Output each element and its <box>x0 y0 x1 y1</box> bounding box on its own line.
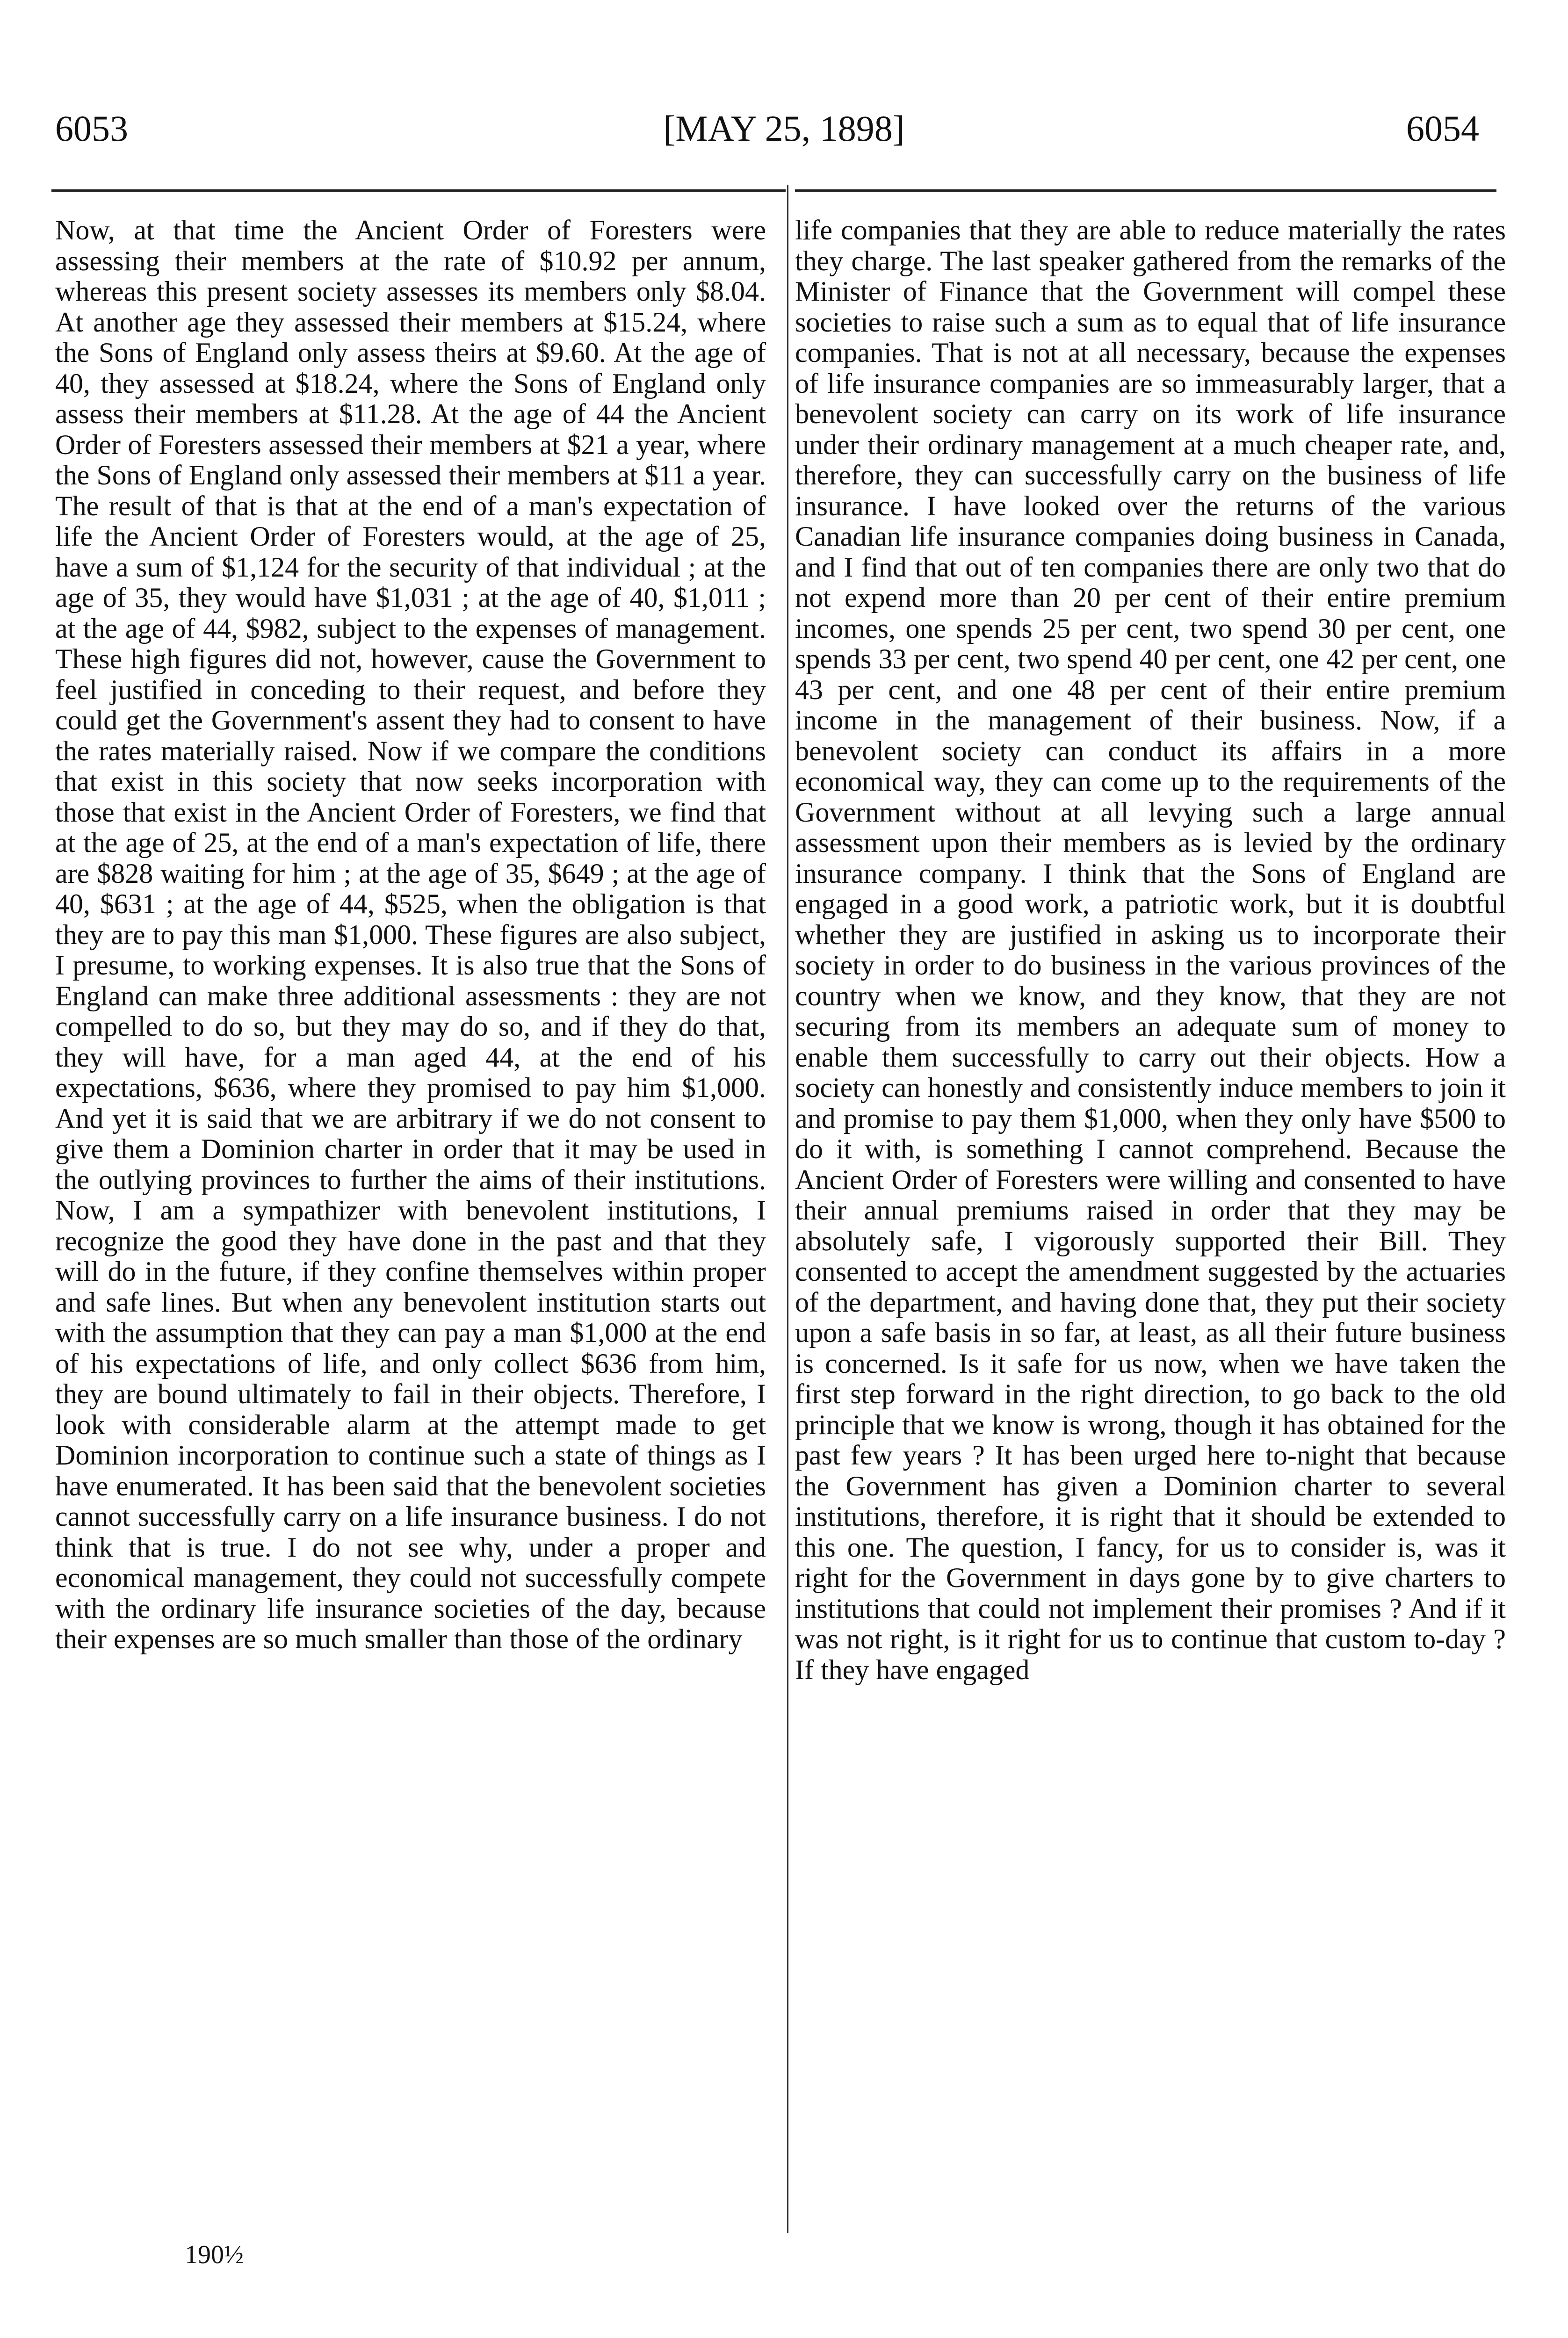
signature-mark: 190½ <box>185 2240 244 2269</box>
right-column-text: life companies that they are able to reduce materially the rates they charge. The last speaker gathered from the remarks of the Minister of Finance that the Government will compel these societies to raise such a sum as to equal that of life insurance companies. That is not at all necessary, because the expenses of life insurance companies are so immeasurably larger, that a benevolent society can carry on its work of life insurance under their ordinary management at a much cheaper rate, and, therefore, they can successfully carry on the business of life insurance. I have looked over the returns of the various Canadian life insurance companies doing business in Canada, and I find that out of ten companies there are only two that do not expend more than 20 per cent of their entire premium incomes, one spends 25 per cent, two spend 30 per cent, one spends 33 per cent, two spend 40 per cent, one 42 per cent, one 43 per cent, and one 48 per cent of their entire premium income in the management of their business. Now, if a benevolent society can conduct its affairs in a more economical way, they can come up to the requirements of the Government without at all levying such a large annual assessment upon their members as is levied by the ordinary insurance company. I think that the Sons of England are engaged in a good work, a patriotic work, but it is doubtful whether they are justified in asking us to incorporate their society in order to do business in the various provinces of the country when we know, and they know, that they are not securing from its members an adequate sum of money to enable them successfully to carry out their objects. How a society can honestly and consistently induce members to join it and promise to pay them $1,000, when they only have $500 to do it with, is something I cannot comprehend. Because the Ancient Order of Foresters were willing and consented to have their annual premiums raised in order that they may be absolutely safe, I vigorously supported their Bill. They consented to accept the amendment suggested by the actuaries of the department, and having done that, they put their society upon a safe basis in so far, at least, as all their future business is concerned. Is it safe for us now, when we have taken the first step forward in the right direction, to go back to the old principle that we know is wrong, though it has obtained for the past few years ? It has been urged here to-night that because the Government has given a Dominion charter to several institutions, therefore, it is right that it should be extended to this one. The question, I fancy, for us to consider is, was it right for the Government in days gone by to give charters to institutions that could not implement their promises ? And if it was not right, is it right for us to continue that custom to-day ? If they have engaged <box>795 215 1506 1685</box>
left-column-text: Now, at that time the Ancient Order of Foresters were assessing their members at the rate of $10.92 per annum, whereas this present society assesses its members only $8.04. At another age they assessed their members at $15.24, where the Sons of England only assess theirs at $9.60. At the age of 40, they assessed at $18.24, where the Sons of England only assess their members at $11.28. At the age of 44 the Ancient Order of Foresters assessed their members at $21 a year, where the Sons of England only assessed their members at $11 a year. The result of that is that at the end of a man's expectation of life the Ancient Order of Foresters would, at the age of 25, have a sum of $1,124 for the security of that individual ; at the age of 35, they would have $1,031 ; at the age of 40, $1,011 ; at the age of 44, $982, subject to the expenses of management. These high figures did not, however, cause the Government to feel justified in conceding to their request, and before they could get the Government's assent they had to consent to have the rates materially raised. Now if we compare the conditions that exist in this society that now seeks incorporation with those that exist in the Ancient Order of Foresters, we find that at the age of 25, at the end of a man's expectation of life, there are $828 waiting for him ; at the age of 35, $649 ; at the age of 40, $631 ; at the age of 44, $525, when the obligation is that they are to pay this man $1,000. These figures are also subject, I presume, to working expenses. It is also true that the Sons of England can make three additional assessments : they are not compelled to do so, but they may do so, and if they do that, they will have, for a man aged 44, at the end of his expectations, $636, where they promised to pay him $1,000. And yet it is said that we are arbitrary if we do not consent to give them a Dominion charter in order that it may be used in the outlying provinces to further the aims of their institutions. Now, I am a sympathizer with benevolent institutions, I recognize the good they have done in the past and that they will do in the future, if they confine themselves within proper and safe lines. But when any benevolent institution starts out with the assumption that they can pay a man $1,000 at the end of his expectations of life, and only collect $636 from him, they are bound ultimately to fail in their objects. Therefore, I look with considerable alarm at the attempt made to get Dominion incorporation to continue such a state of things as I have enumerated. It has been said that the benevolent societies cannot successfully carry on a life insurance business. I do not think that is true. I do not see why, under a proper and economical management, they could not successfully compete with the ordinary life insurance societies of the day, because their expenses are so much smaller than those of the ordinary <box>55 215 766 1654</box>
page-header <box>0 105 1568 161</box>
right-column <box>795 215 1506 1685</box>
left-column <box>55 215 766 1655</box>
right-page-number: 6054 <box>1406 108 1479 149</box>
header-date: [MAY 25, 1898] <box>663 108 905 149</box>
header-rule-right <box>795 189 1496 192</box>
header-rule-left <box>51 189 786 192</box>
column-divider <box>787 185 788 2233</box>
left-page-number: 6053 <box>55 108 128 149</box>
